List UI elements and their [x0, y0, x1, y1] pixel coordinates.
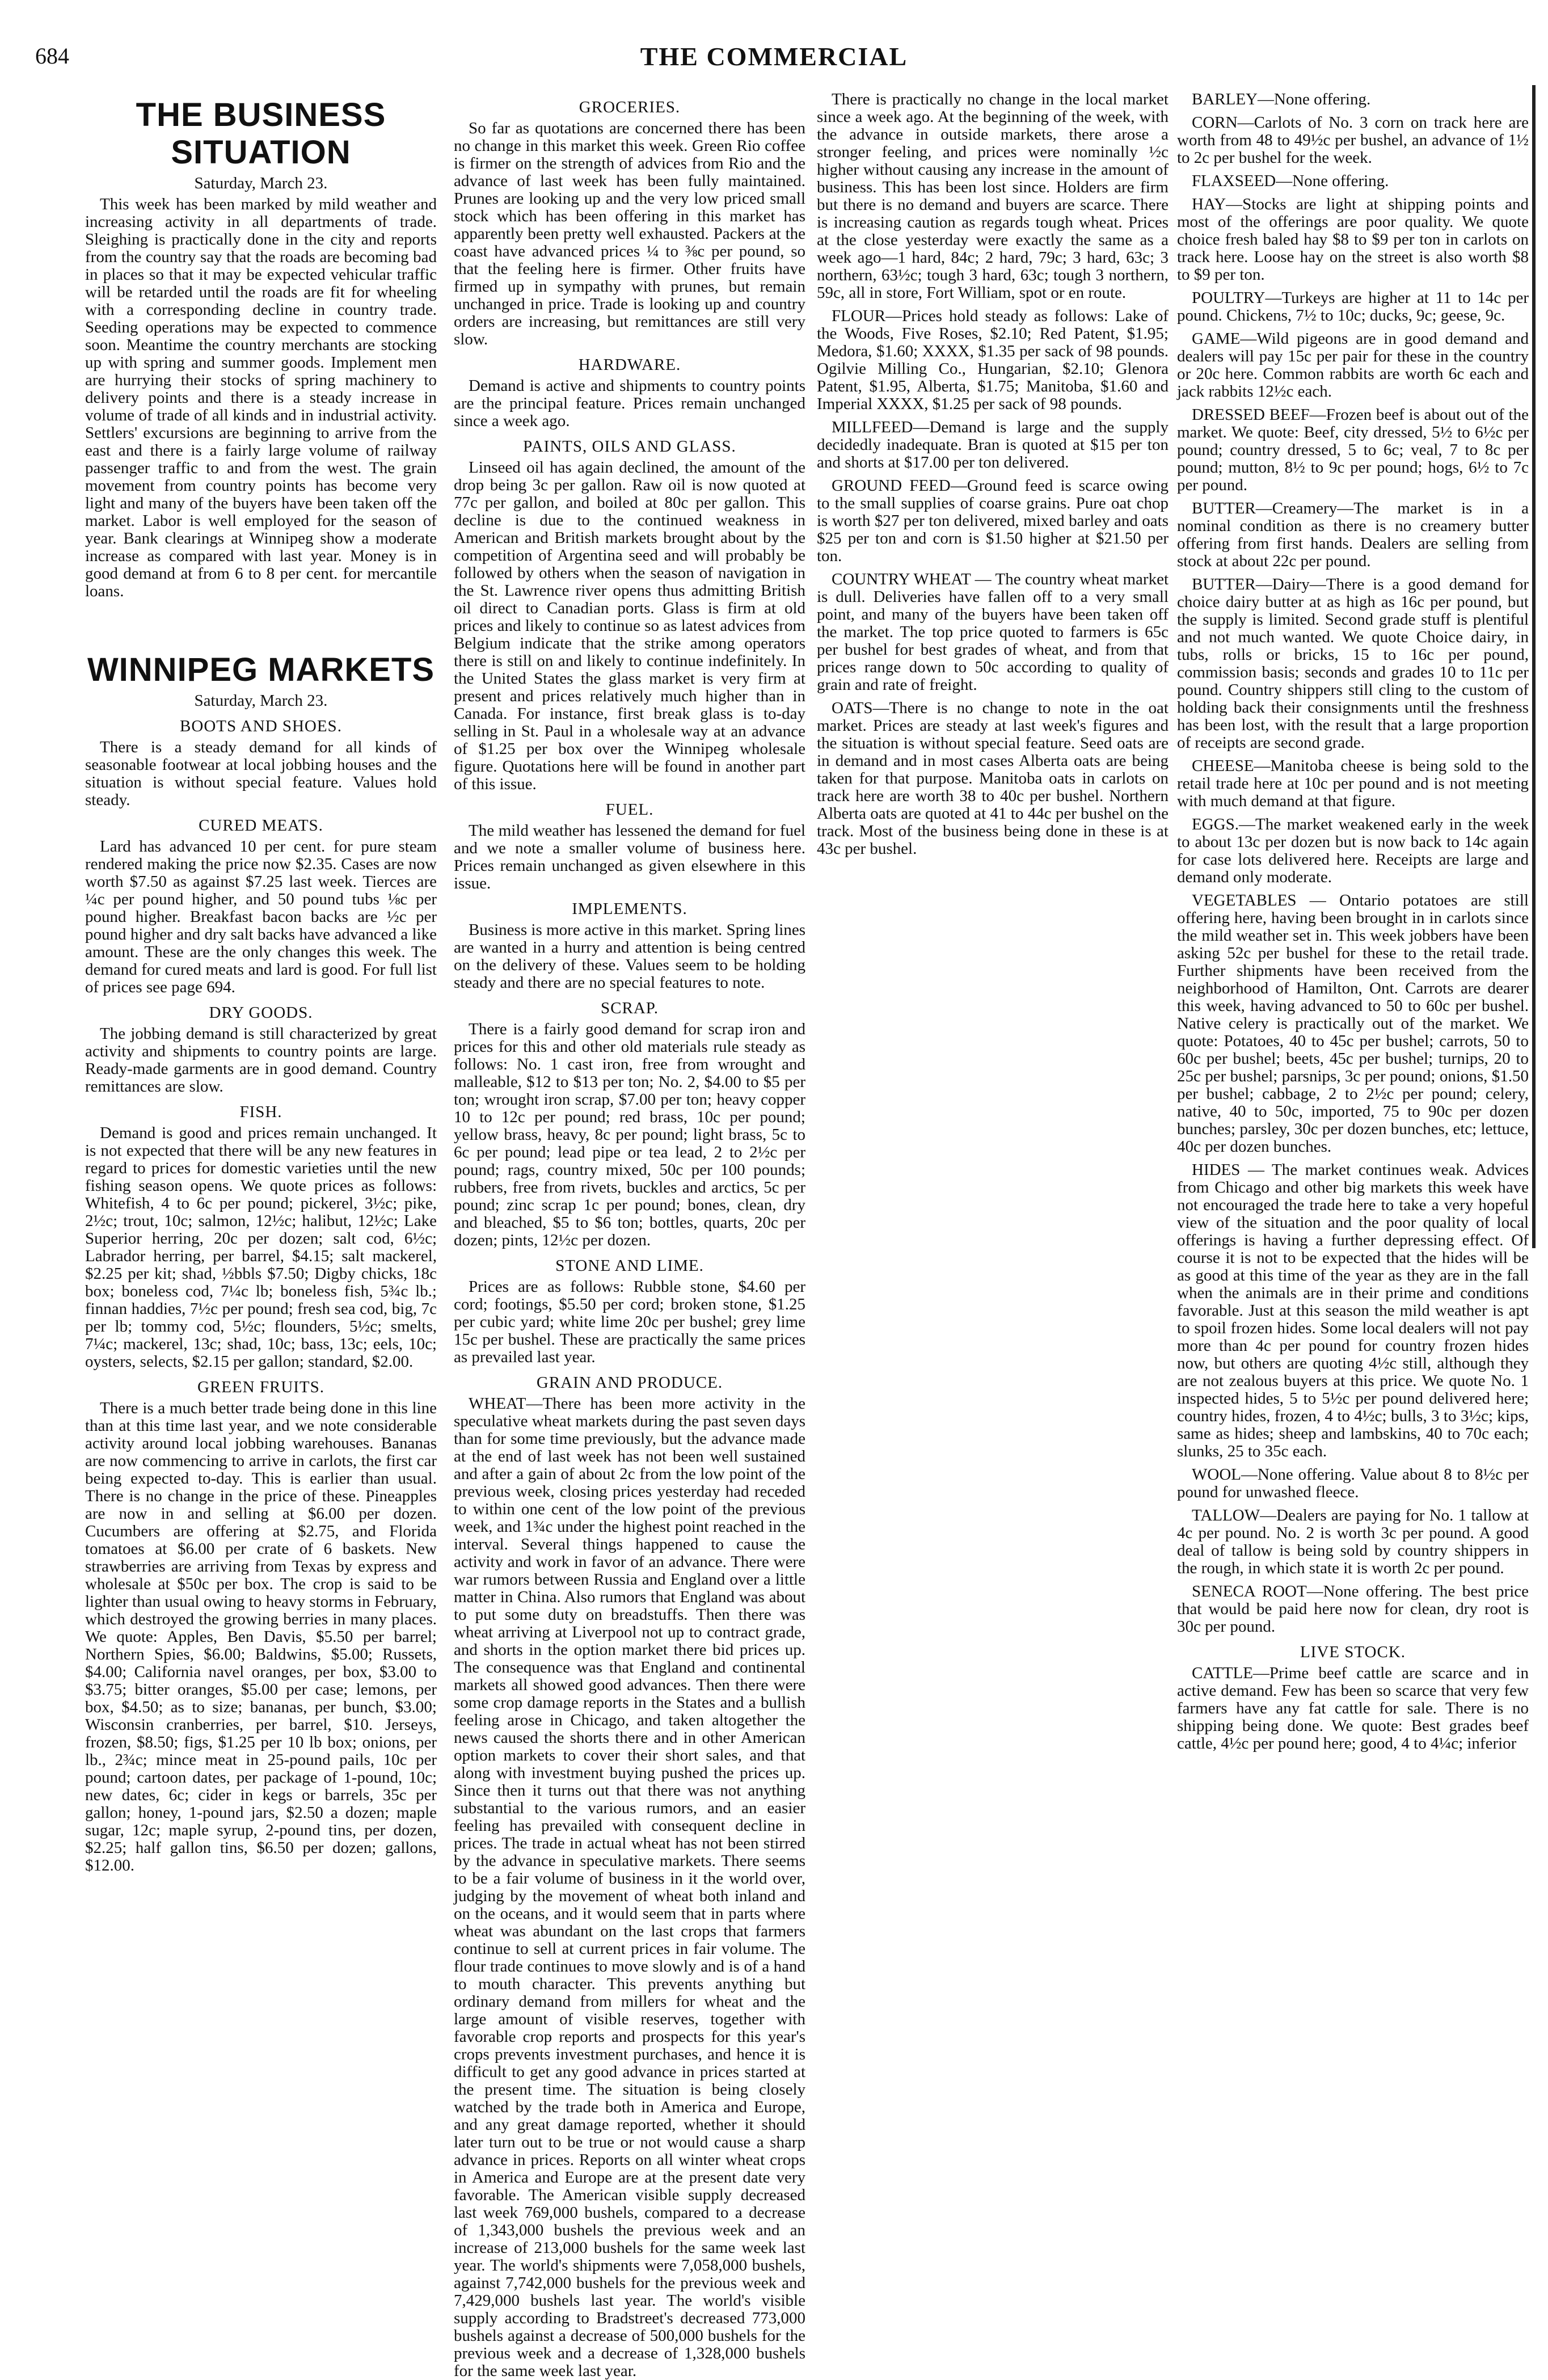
page-edge-mark	[1532, 85, 1536, 1248]
oats-text: OATS—There is no change to note in the oat market. Prices are steady at last week's figures and the situation is without special feature. Seed oats are in demand and in most cases Alberta oats are being taken for that purpose. Manitoba oats in carlots on track here are worth 38 to 40c per bushel. Northern Alberta oats are quoted at 41 to 44c per bushel on the track. Most of the business being done in these is at 43c per bushel.	[817, 699, 1169, 858]
fish-text: Demand is good and prices remain unchanged. It is not expected that there will be any new features in regard to prices for domestic varieties until the new fishing season opens. We quote prices as follows: Whitefish, 4 to 6c per pound; pickerel, 3½c; pike, 2½c; trout, 10c; salmon, 12½c; halibut, 12½c; Lake Superior herring, 20c per dozen; salt cod, 6½c; Labrador herring, per barrel, $4.15; salt mackerel, $2.25 per kit; shad, ½bbls $7.50; Digby chicks, 18c box; boneless cod, 7¼c lb; boneless fish, 5¾c lb.; finnan haddies, 7½c per pound; fresh sea cod, big, 7c per lb; tommy cod, 5½c; flounders, 5½c; smelts, 7¼c; mackerel, 13c; shad, 10c; bass, 13c; eels, 10c; oysters, selects, $2.15 per gallon; standard, $2.00.	[85, 1124, 437, 1371]
barley-text: BARLEY—None offering.	[1192, 90, 1371, 108]
fruits-text: There is a much better trade being done in this line than at this time last year, and we note considerable activity around local jobbing warehouses. Bananas are now commencing to arrive in carlots, the first car being expected to-day. This is earlier than usual. There is no change in the price of these. Pineapples are now in and selling at $6.00 per dozen. Cucumbers are offering at $2.75, and Florida tomatoes at $6.00 per crate of 6 baskets. New strawberries are arriving from Texas by express and wholesale at $50c per box. The crop is said to be lighter than usual owing to heavy storms in February, which destroyed the growing berries in many places. We quote: Apples, Ben Davis, $5.50 per barrel; Northern Spies, $6.00; Baldwins, $5.00; Russets, $4.00; California navel oranges, per box, $3.00 to $3.75; bitter oranges, $5.00 per case; lemons, per box, $4.50; as to size; bananas, per bunch, $3.00; Wisconsin cranberries, per barrel, $10. Jerseys, frozen, $8.50; figs, $1.25 per 10 lb box; onions, per lb., 2¾c; mince meat in 25-pound pails, 10c per pound; cartoon dates, per package of 1-pound, 10c; new dates, 6c; cider in kegs or barrels, 35c per gallon; honey, 1-pound jars, $2.50 a dozen; maple sugar, 12c; maple syrup, 2-pound tins, per dozen, $2.25; half gallon tins, $6.50 per dozen; gallons, $12.00.	[85, 1399, 437, 1874]
column-3	[817, 91, 1169, 2120]
eggs-text: EGGS.—The market weakened early in the week to about 13c per dozen but is now back to 14c again for case lots delivered here. Receipts are large and demand only moderate.	[1177, 815, 1529, 886]
seneca-root-text: SENECA ROOT—None offering. The best price that would be paid here now for clean, dry root is 30c per pound.	[1177, 1582, 1529, 1636]
publication-title: THE COMMERCIAL	[640, 42, 908, 71]
column-1	[85, 91, 437, 2120]
boots-heading: BOOTS AND SHOES.	[180, 717, 342, 735]
dressed-beef-text: DRESSED BEEF—Frozen beef is about out of the market. We quote: Beef, city dressed, 5½ to 6½c per pound; country dressed, 5 to 6c; veal, 7 to 8c per pound; mutton, 8½ to 9c per pound; hogs, 6½ to 7c per pound.	[1177, 406, 1529, 494]
column-4	[1177, 91, 1529, 2120]
tallow-text: TALLOW—Dealers are paying for No. 1 tallow at 4c per pound. No. 2 is worth 3c per pound. A good deal of tallow is being sold by country shippers in the rough, in which state it is worth 2c per pound.	[1177, 1506, 1529, 1577]
business-date: Saturday, March 23.	[194, 174, 328, 192]
fuel-text: The mild weather has lessened the demand for fuel and we note a smaller volume of business here. Prices remain unchanged as given elsewhere in this issue.	[454, 822, 805, 892]
hardware-heading: HARDWARE.	[578, 356, 681, 374]
grain-heading: GRAIN AND PRODUCE.	[536, 1374, 723, 1392]
wool-text: WOOL—None offering. Value about 8 to 8½c per pound for unwashed fleece.	[1177, 1465, 1529, 1501]
fruits-heading: GREEN FRUITS.	[197, 1378, 325, 1396]
markets-date: Saturday, March 23.	[194, 692, 328, 710]
dry-heading: DRY GOODS.	[209, 1004, 313, 1022]
hardware-text: Demand is active and shipments to country points are the principal feature. Prices remain unchanged since a week ago.	[454, 377, 805, 430]
paints-text: Linseed oil has again declined, the amount of the drop being 3c per gallon. Raw oil is now quoted at 77c per gallon, and boiled at 80c per gallon. This decline is due to the continued weakness in American and British markets brought about by the competition of Argentina seed and will probably be followed by others when the season of navigation in the St. Lawrence river opens thus admitting British oil direct to Canadian ports. Glass is firm at old prices and likely to continue so as latest advices from Belgium indicate that the strike among operators there is still on and likely to continue indefinitely. In the United States the glass market is very firm at present and prices relatively much higher than in Canada. For instance, first break glass is to-day selling in St. Paul in a wholesale way at an advance of $1.25 per box over the Winnipeg wholesale figure. Quotations here will be found in another part of this issue.	[454, 458, 805, 793]
implements-text: Business is more active in this market. Spring lines are wanted in a hurry and attention is being centred on the delivery of these. Values seem to be holding steady and there are no special features to note.	[454, 921, 805, 992]
groceries-text: So far as quotations are concerned there has been no change in this market this week. Green Rio coffee is firmer on the strength of advices from Rio and the advance of last week has been fully maintained. Prunes are looking up and the very low priced small stock which has been offering in this market has apparently been pretty well exhausted. Packers at the coast have advanced prices ¼ to ⅜c per pound, so that the feeling here is firmer. Other fruits have firmed up in sympathy with prunes, but remain unchanged in price. Trade is looking up and country orders are increasing, but remittances are still very slow.	[454, 119, 805, 348]
country-wheat-text: COUNTRY WHEAT — The country wheat market is dull. Deliveries have fallen off to a very small point, and many of the buyers have been taken off the market. The top price quoted to farmers is 65c per bushel for best grades of wheat, and from that prices range down to 50c according to quality of grain and rate of freight.	[817, 570, 1169, 694]
implements-heading: IMPLEMENTS.	[572, 900, 687, 918]
dry-text: The jobbing demand is still characterized by great activity and shipments to country points are large. Ready-made garments are in good demand. Country remittances are slow.	[85, 1025, 437, 1096]
groceries-heading: GROCERIES.	[579, 98, 681, 116]
vegetables-text: VEGETABLES — Ontario potatoes are still offering here, having been brought in in carlots since the mild weather set in. This week jobbers have been asking 52c per bushel for these to the retail trade. Further shipments have been received from the neighborhood of Hamilton, Ont. Carrots are dearer this week, having advanced to 50 to 60c per bushel. Native celery is practically out of the market. We quote: Potatoes, 40 to 45c per bushel; carrots, 50 to 60c per bushel; beets, 45c per bushel; turnips, 20 to 25c per bushel; parsnips, 3c per pound; onions, $1.50 per bushel; cabbage, 2 to 2½c per pound; celery, native, 40 to 50c, imported, 75 to 90c per dozen bunches; parsley, 30c per dozen bunches, etc; lettuce, 40c per dozen bunches.	[1177, 891, 1529, 1156]
livestock-text: CATTLE—Prime beef cattle are scarce and in active demand. Few has been so scarce that very few farmers have any fat cattle for sale. There is no shipping being done. We quote: Best grades beef cattle, 4½c per pound here; good, 4 to 4¼c; inferior	[1177, 1664, 1529, 1753]
running-head	[0, 43, 1548, 82]
creamery-butter-text: BUTTER—Creamery—The market is in a nominal condition as there is no creamery butter offering from first hands. Dealers are selling from stock at about 22c per pound.	[1177, 499, 1529, 570]
boots-text: There is a steady demand for all kinds of seasonable footwear at local jobbing houses and the situation is without special feature. Values hold steady.	[85, 738, 437, 809]
column-2	[454, 91, 805, 2380]
stone-heading: STONE AND LIME.	[555, 1257, 704, 1275]
scrap-heading: SCRAP.	[601, 999, 659, 1017]
hides-text: HIDES — The market continues weak. Advices from Chicago and other big markets this week have not encouraged the trade here to take a very hopeful view of the situation and the poor quality of local offerings is having a further depressing effect. Of course it is not to be expected that the hides will be as good at this time of the year as they are in the fall when the animals are in their prime and conditions favorable. Just at this season the mild weather is apt to spoil frozen hides. Some local dealers will not pay more than 4c per pound for country frozen hides now, but others are quoting 4½c still, although they are not zealous buyers at this price. We quote No. 1 inspected hides, 5 to 5½c per pound delivered here; country hides, frozen, 4 to 4½c; bulls, 3 to 3½c; kips, same as hides; sheep and lambskins, 40 to 70c each; slunks, 25 to 35c each.	[1177, 1161, 1529, 1460]
grain-text: WHEAT—There has been more activity in the speculative wheat markets during the past seven days than for some time previously, but the advance made at the end of last week has not been well sustained and after a gain of about 2c from the low point of the previous week, closing prices yesterday had receded to within one cent of the low point of the previous week, and 1¾c under the highest point reached in the interval. Several things happened to cause the activity and work in favor of an advance. There were war rumors between Russia and England over a little matter in China. Also rumors that England was about to put some duty on breadstuffs. Then there was wheat arriving at Liverpool not up to contract grade, and shorts in the option market there bid prices up. The consequence was that England and continental markets all showed good advances. Then there were some crop damage reports in the States and a bullish feeling arose in Chicago, and taken altogether the news caused the shorts there and in other American option markets to cover their short sales, and that along with investment buying pushed the prices up. Since then it turns out that there was not anything substantial to the various rumors, and an easier feeling has prevailed with consequent decline in prices. The trade in actual wheat has not been stirred by the advance in speculative markets. There seems to be a fair volume of business in it the world over, judging by the movement of wheat both inland and on the oceans, and it would seem that in parts where wheat was abundant on the last crops that farmers continue to sell at current prices in fair volume. The flour trade continues to move slowly and is of a hand to mouth character. This prevents anything but ordinary demand from millers for wheat and the large amount of visible reserves, together with favorable crop reports and prospects for this year's crops prevents investment purchases, and hence it is difficult to get any good advance in prices started at the present time. The situation is being closely watched by the trade both in America and Europe, and any great damage reported, whether it should later turn out to be true or not would cause a sharp advance in prices. Reports on all winter wheat crops in America and Europe are at the present date very favorable. The American visible supply decreased last week 769,000 bushels, compared to a decrease of 1,343,000 bushels the previous week and an increase of 213,000 bushels for the same week last year. The world's shipments were 7,058,000 bushels, against 7,742,000 bushels for the previous week and 7,429,000 bushels last year. The world's visible supply according to Bradstreet's decreased 773,000 bushels against a decrease of 500,000 bushels for the previous week and a decrease of 1,328,000 bushels for the same week last year.	[454, 1395, 805, 2380]
corn-text: CORN—Carlots of No. 3 corn on track here are worth from 48 to 49½c per bushel, an advance of 1½ to 2c per bushel for the week.	[1177, 113, 1529, 167]
business-paragraph: This week has been marked by mild weather and increasing activity in all departments of trade. Sleighing is practically done in the city and reports from the country say that the roads are becoming bad in places so that it may be expected vehicular traffic will be retarded until the roads are fit for wheeling with a corresponding decline in country trade. Seeding operations may be expected to commence soon. Meantime the country merchants are stocking up with spring and summer goods. Implement men are hurrying their stocks of spring machinery to delivery points and there is a steady increase in volume of trade of all kinds and in industrial activity. Settlers' excursions are beginning to arrive from the east and there is a fairly large volume of railway passenger traffic to and from the west. The grain movement from country points has become very light and many of the buyers have been taken off the market. Labor is well employed for the season of year. Bank clearings at Winnipeg show a moderate increase as compared with last year. Money is in good demand at from 6 to 8 per cent. for mercantile loans.	[85, 195, 437, 600]
dairy-butter-text: BUTTER—Dairy—There is a good demand for choice dairy butter at as high as 16c per pound, but the supply is limited. Second grade stuff is plentiful and not much wanted. We quote Choice dairy, in tubs, rolls or bricks, 15 to 16c per pound, commission basis; seconds and grades 10 to 11c per pound. Country shippers still cling to the custom of holding back their consignments until the freshness has been lost, with the result that a large proportion of receipts are second grade.	[1177, 575, 1529, 752]
cheese-text: CHEESE—Manitoba cheese is being sold to the retail trade here at 10c per pound and is not meeting with much demand at that figure.	[1177, 757, 1529, 810]
fish-heading: FISH.	[239, 1103, 282, 1121]
stone-text: Prices are as follows: Rubble stone, $4.60 per cord; footings, $5.50 per cord; broken stone, $1.25 per cubic yard; white lime 20c per bushel; grey lime 15c per bushel. These are practically the same prices as prevailed last year.	[454, 1278, 805, 1366]
winnipeg-markets-title: WINNIPEG MARKETS	[87, 651, 435, 688]
flour-text: FLOUR—Prices hold steady as follows: Lake of the Woods, Five Roses, $2.10; Red Patent, $1.95; Medora, $1.60; XXXX, $1.35 per sack of 98 pounds. Ogilvie Milling Co., Hungarian, $2.10; Glenora Patent, $1.95, Alberta, $1.75; Manitoba, $1.60 and Imperial XXXX, $1.25 per sack of 98 pounds.	[817, 307, 1169, 413]
fuel-heading: FUEL.	[605, 801, 654, 819]
page-number: 684	[35, 43, 69, 69]
grain-local-text: There is practically no change in the local market since a week ago. At the beginning of the week, with the advance in outside markets, there arose a stronger feeling, and prices were nominally ½c higher without causing any increase in the amount of business. This has been lost since. Holders are firm but there is no demand and buyers are scarce. There is increasing caution as regards tough wheat. Prices at the close yesterday were exactly the same as a week ago—1 hard, 84c; 2 hard, 79c; 3 hard, 63c; 3 northern, 63½c; tough 3 hard, 63c; tough 3 northern, 59c, all in store, Fort William, spot or en route.	[817, 90, 1169, 302]
business-situation-title: THE BUSINESS SITUATION	[136, 96, 386, 171]
poultry-text: POULTRY—Turkeys are higher at 11 to 14c per pound. Chickens, 7½ to 10c; ducks, 9c; geese, 9c.	[1177, 289, 1529, 325]
paints-heading: PAINTS, OILS AND GLASS.	[523, 437, 736, 456]
game-text: GAME—Wild pigeons are in good demand and dealers will pay 15c per pair for these in the country or 20c here. Common rabbits are worth 6c each and jack rabbits 12½c each.	[1177, 330, 1529, 401]
hay-text: HAY—Stocks are light at shipping points and most of the offerings are poor quality. We quote choice fresh baled hay $8 to $9 per ton in carlots on track here. Loose hay on the street is also worth $8 to $9 per ton.	[1177, 195, 1529, 284]
cured-text: Lard has advanced 10 per cent. for pure steam rendered making the price now $2.35. Cases are now worth $7.50 as against $7.25 last week. Tierces are ¼c per pound higher, and 50 pound tubs ⅛c per pound higher. Breakfast bacon backs are ½c per pound higher and dry salt backs have advanced a like amount. These are the only changes this week. The demand for cured meats and lard is good. For full list of prices see page 694.	[85, 837, 437, 996]
flaxseed-text: FLAXSEED—None offering.	[1192, 172, 1389, 190]
millfeed-text: MILLFEED—Demand is large and the supply decidedly inadequate. Bran is quoted at $15 per ton and shorts at $17.00 per ton delivered.	[817, 418, 1169, 471]
scrap-text: There is a fairly good demand for scrap iron and prices for this and other old materials rule steady as follows: No. 1 cast iron, free from wrought and malleable, $12 to $13 per ton; No. 2, $4.00 to $5 per ton; wrought iron scrap, $7.00 per ton; heavy copper 10 to 12c per pound; red brass, 10c per pound; yellow brass, heavy, 8c per pound; light brass, 5c to 6c per pound; lead pipe or tea lead, 2 to 2½c per pound; rags, country mixed, 50c per 100 pounds; rubbers, free from rivets, buckles and arctics, 5c per pound; zinc scrap 1c per pound; bones, clean, dry and bleached, $5 to $6 ton; bottles, quarts, 20c per dozen; pints, 12½c per dozen.	[454, 1020, 805, 1249]
livestock-heading: LIVE STOCK.	[1300, 1643, 1406, 1661]
ground-feed-text: GROUND FEED—Ground feed is scarce owing to the small supplies of coarse grains. Pure oat chop is worth $27 per ton delivered, mixed barley and oats $25 per ton and corn is $1.50 higher at $21.50 per ton.	[817, 477, 1169, 565]
cured-heading: CURED MEATS.	[199, 816, 323, 835]
